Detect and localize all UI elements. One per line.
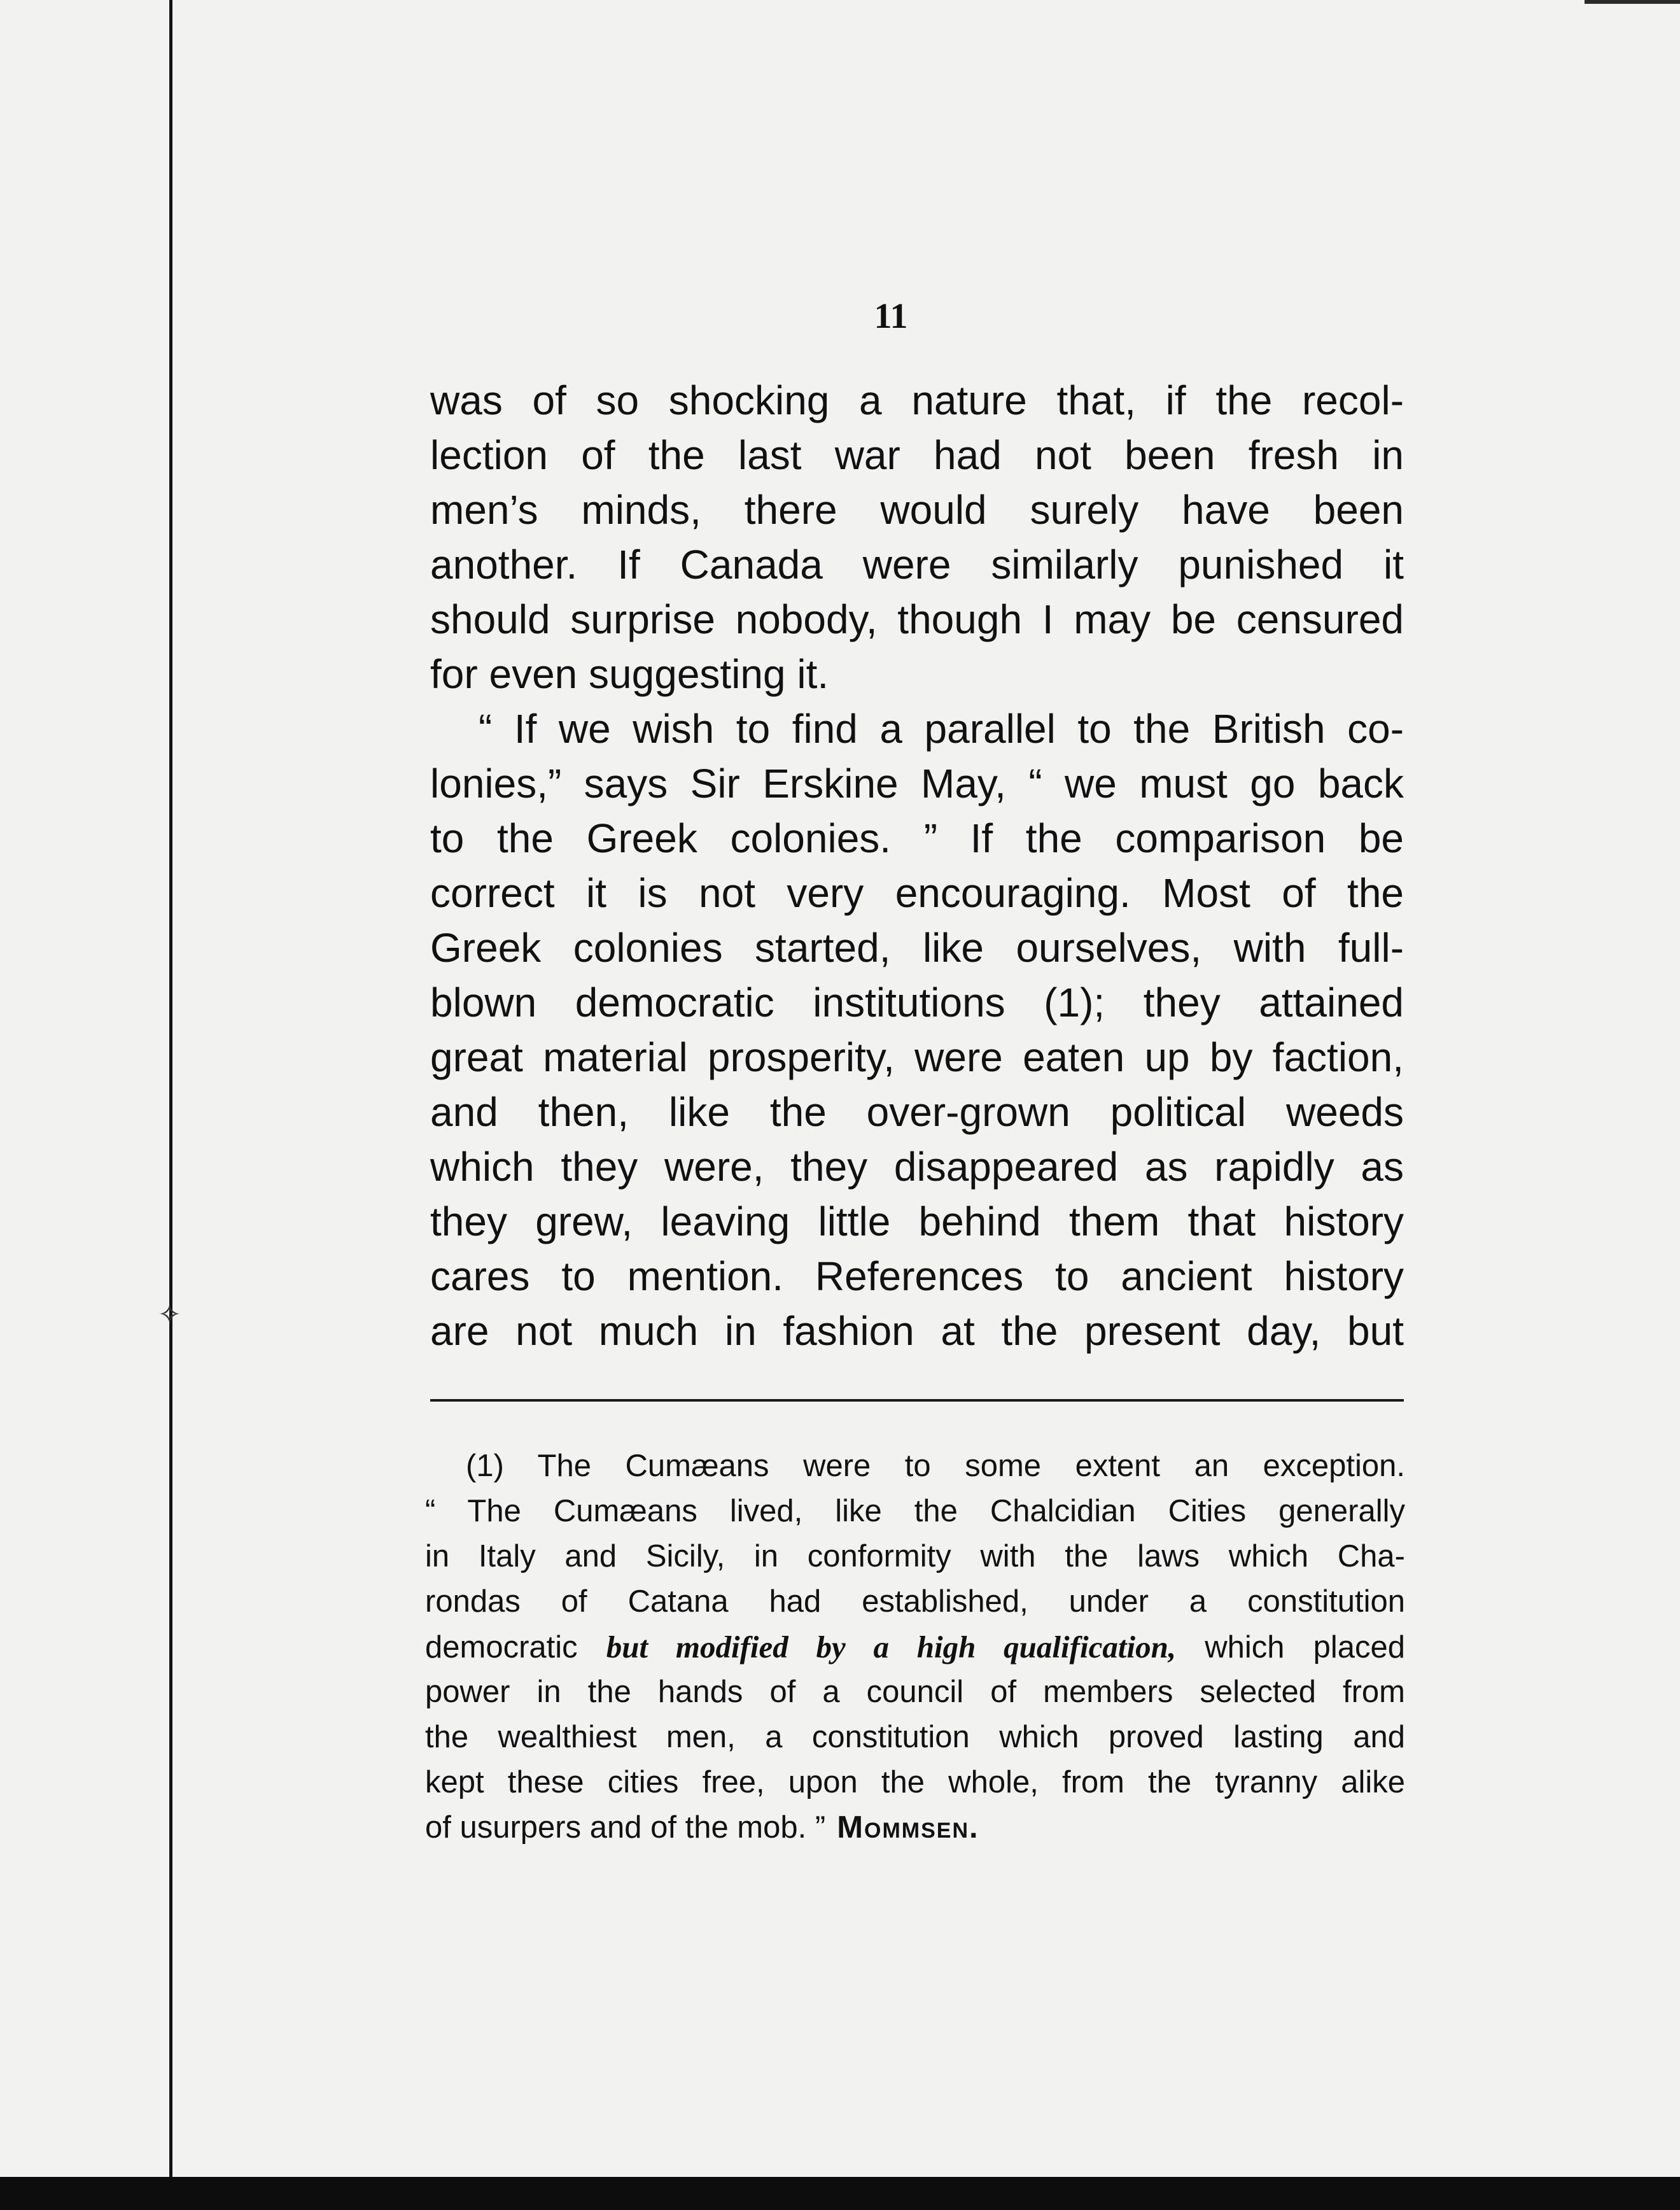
footnote [425,1444,1405,1850]
footnote-line: the wealthiest men, a constitution which proved lasting and [425,1720,1405,1754]
footnote-line [425,1805,1405,1850]
body-line: they grew, leaving little behind them that history [430,1199,1404,1244]
footnote-line: kept these cities free, upon the whole, from the tyranny alike [425,1765,1405,1799]
body-line: great material prosperity, were eaten up by faction, [430,1034,1404,1080]
body-line: to the Greek colonies. ” If the comparison be [430,815,1404,861]
body-line: are not much in fashion at the present day, but [430,1308,1404,1354]
scan-artifact-mark: ✧ [158,1299,181,1331]
body-line: and then, like the over-grown political weeds [430,1089,1404,1135]
body-line: men’s minds, there would surely have been [430,487,1404,533]
footnote-text: of usurpers and of the mob. ” [425,1810,826,1845]
body-line: lonies,” says Sir Erskine May, “ we must go back [430,761,1404,806]
footnote-attribution: Mommsen. [837,1810,979,1845]
footnote-line: “ The Cumæans lived, like the Chalcidian Cities generally [425,1494,1405,1528]
body-line: for even suggesting it. [430,651,829,697]
body-line: blown democratic institutions (1); they attained [430,980,1404,1025]
body-line: correct it is not very encouraging. Most of the [430,870,1404,916]
body-line: lection of the last war had not been fresh in [430,432,1404,478]
scan-border-bottom [0,2177,1680,2210]
page-number: 11 [874,297,908,336]
footnote-emphasis: but modified by a high qualification, [606,1629,1177,1665]
scan-border-top [1585,0,1680,4]
footnote-line [425,1624,1405,1670]
footnote-line: (1) The Cumæans were to some extent an exception. [466,1449,1405,1483]
body-line: Greek colonies started, like ourselves, with full- [430,925,1404,971]
body-line: cares to mention. References to ancient history [430,1253,1404,1299]
footnote-text: which placed [1176,1630,1405,1665]
body-line: should surprise nobody, though I may be censured [430,596,1404,642]
body-line: was of so shocking a nature that, if the recol- [430,377,1404,423]
footnote-text: democratic [425,1630,606,1665]
body-line: “ If we wish to find a parallel to the British co- [479,706,1404,752]
footnote-line: in Italy and Sicily, in conformity with the laws which Cha- [425,1539,1405,1573]
footnote-line: rondas of Catana had established, under a constitution [425,1584,1405,1619]
body-line: another. If Canada were similarly punished it [430,542,1404,588]
footnote-line: power in the hands of a council of members selected from [425,1675,1405,1709]
body-line: which they were, they disappeared as rapidly as [430,1144,1404,1190]
footnote-divider [430,1399,1404,1402]
body-text [430,373,1404,1358]
